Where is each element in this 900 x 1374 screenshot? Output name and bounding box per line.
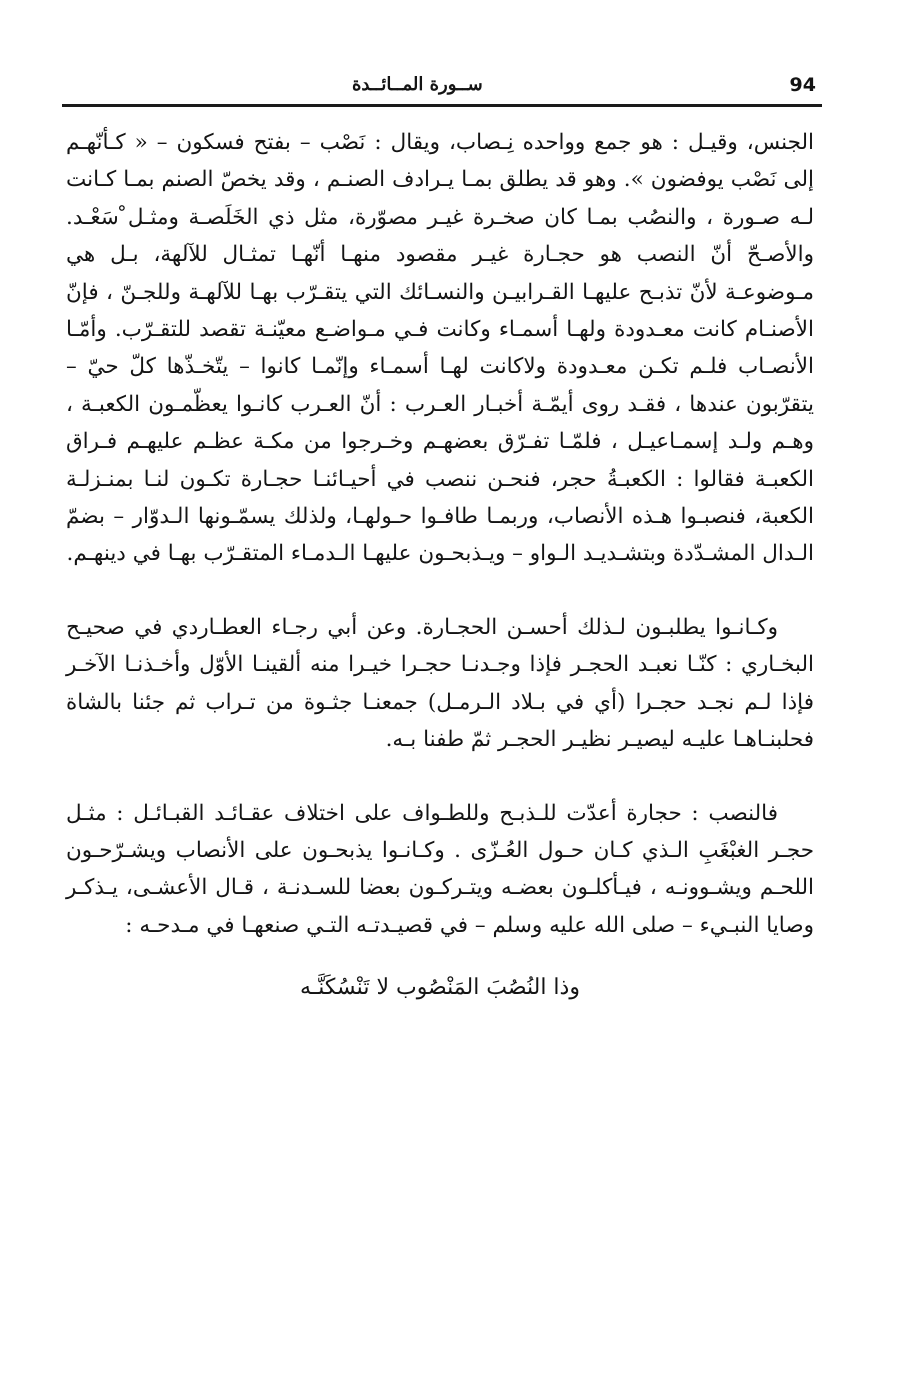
paragraph-3: فالنصب : حجارة أعدّت للـذبـح وللطـواف على اختلاف عقـائـد القبـائـل : مثـل حجـر الغبْغَبِ الـذي كـان حـول العُـزّى . وكـانـوا يذبحـون على الأنصاب ويشـرّحـون اللحـم ويشـوونـه ، فيـأكلـون بعضـه ويتـركـون بعضا للسـدنـة ، قـال الأعشـى، يـذكـر وصايا النبـيء – صلى الله عليه وسلم – في قصيـدتـه التـي صنعهـا في مـدحـه : (66, 800, 814, 938)
page-body (66, 124, 814, 1008)
page-header (62, 70, 822, 104)
paragraph-2: وكـانـوا يطلبـون لـذلك أحسـن الحجـارة. وعن أبي رجـاء العطـاردي في صحيـح البخـاري : كنّـا نعبـد الحجـر فإذا وجـدنـا حجـرا خيـرا منه ألقينـا الأوّل وأخـذنـا الآخـر فإذا لـم نجـد حجـرا (أي في بـلاد الـرمـل) جمعنـا جثـوة من تـراب ثم جئنا بالشاة فحلبنـاهـا عليـه ليصيـر نظيـر الحجـر ثمّ طفنا بـه. (66, 614, 814, 753)
running-title: ســورة المــائــدة (352, 74, 483, 95)
paragraph-1: الجنس، وقيـل : هو جمع وواحده نِـصاب، ويقال : نَصْب – بفتح فسكون – « كـأنّهـم إلى نَصْب يوفضون ». وهو قد يطلق بمـا يـرادف الصنـم ، وقد يخصّ الصنم بمـا كـانت لـه صـورة ، والنصُب بمـا كان صخـرة غيـر مصوّرة، مثل ذي الخَلَصـة ومثـل ْسَعْـد. والأصـحّ أنّ النصب هو حجـارة غيـر مقصود منهـا أنّهـا تمثـال للآلهة، بـل هي مـوضوعـة لأنّ تذبـح عليهـا القـرابيـن والنسـائك التي يتقـرّب بهـا للآلهـة وللجـنّ ، فإنّ الأصنـام كانت معـدودة ولهـا أسمـاء وكانت فـي مـواضـع معيّنـة تقصد للتقـرّب. وأمّـا الأنصـاب فلـم تكـن معـدودة ولاكانت لهـا أسمـاء وإنّمـا كانوا – يتّخـذّها كلّ حيّ – يتقرّبون عندها ، فقـد روى أيمّـة أخبـار العـرب : أنّ العـرب كانـوا يعظّمـون الكعبـة ، وهـم ولـد إسمـاعيـل ، فلمّـا تفـرّق بعضهـم وخـرجوا من مكـة عظـم عليهـم فـراق الكعبـة فقالوا : الكعبـةُ حجر، فنحـن ننصب في أحيـائنـا حجـارة تكـون لنـا بمنـزلـة الكعبة، فنصبـوا هـذه الأنصاب، وربمـا طافـوا حـولهـا، ولذلك يسمّـونها الـدوّار – بضمّ الـدال المشـدّدة وبتشـديـد الـواو – ويـذبحـون عليهـا الـدمـاء المتقـرّب بهـا في دينهـم. (66, 130, 814, 567)
header-rule (62, 104, 822, 107)
page-number: 94 (789, 74, 816, 96)
poetry-verse: وذا النُصُبَ المَنْصُوب لا تَنْسُكَنَّـه (300, 975, 580, 1001)
